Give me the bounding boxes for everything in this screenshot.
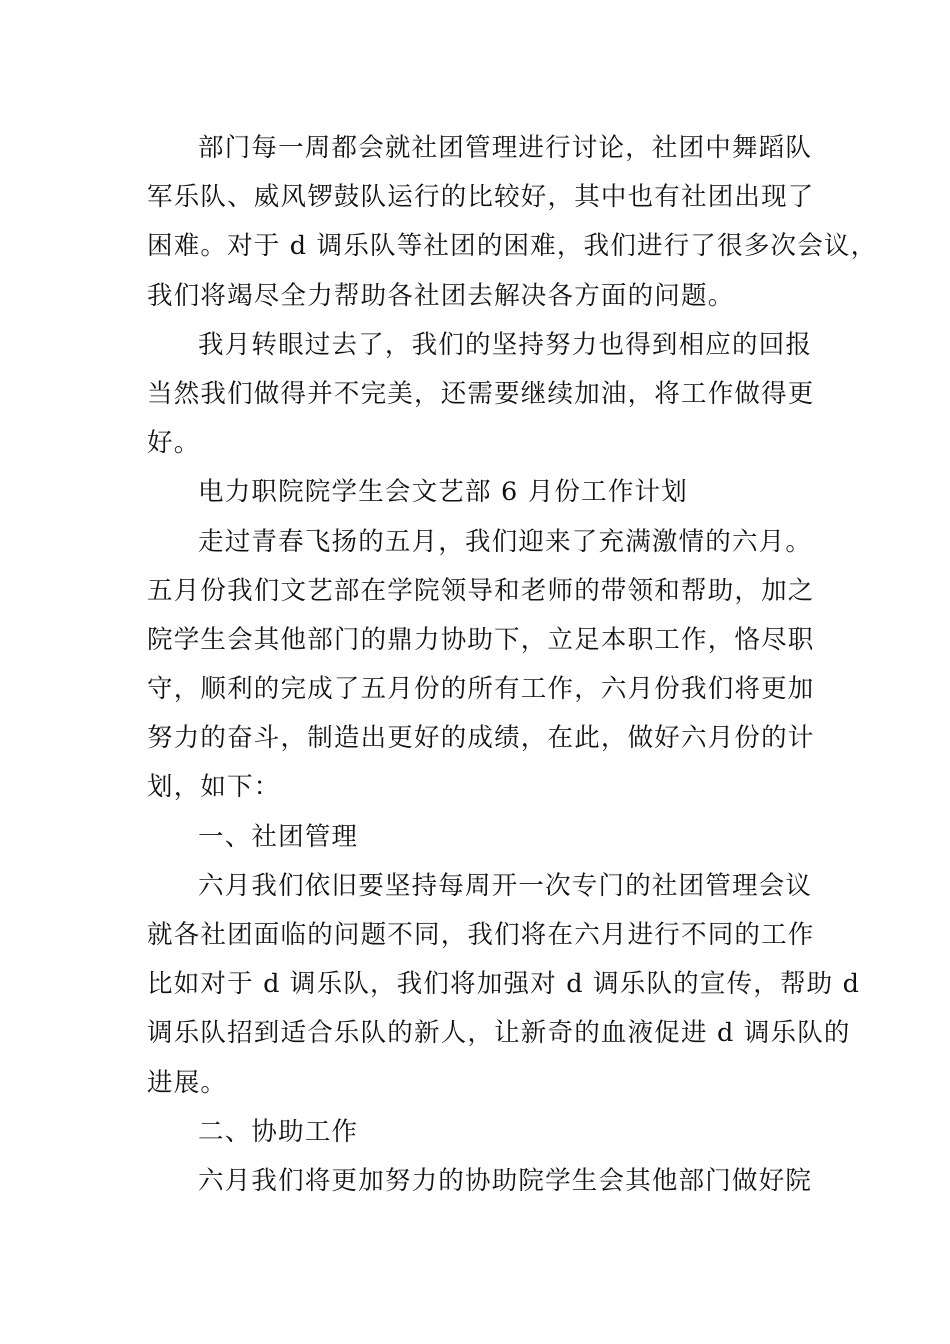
section-heading: 二、协助工作: [198, 1116, 359, 1147]
text-line: 我们将竭尽全力帮助各社团去解决各方面的问题。: [147, 280, 735, 311]
text-line: 困难。对于 d 调乐队等社团的困难，我们进行了很多次会议，: [147, 231, 878, 262]
paragraph-assist-work: [147, 1157, 827, 1206]
text-line: 进展。: [147, 1067, 228, 1098]
text-line: 五月份我们文艺部在学院领导和老师的带领和帮助，加之: [147, 575, 815, 606]
section-title: [147, 468, 827, 517]
heading-assist-work: [147, 1108, 827, 1157]
paragraph-club-discussion: [147, 124, 878, 321]
text-line: 当然我们做得并不完美，还需要继续加油，将工作做得更: [147, 378, 815, 409]
text-line: 调乐队招到适合乐队的新人，让新奇的血液促进 d 调乐队的: [147, 1018, 851, 1049]
text-line: 军乐队、威风锣鼓队运行的比较好，其中也有社团出现了: [147, 182, 815, 213]
text-line: 我月转眼过去了，我们的坚持努力也得到相应的回报: [198, 329, 813, 360]
paragraph-club-management: [147, 862, 861, 1108]
text-line: 六月我们将更加努力的协助院学生会其他部门做好院: [198, 1165, 813, 1196]
text-line: 就各社团面临的问题不同，我们将在六月进行不同的工作: [147, 920, 815, 950]
text-line: 部门每一周都会就社团管理进行讨论，社团中舞蹈队: [198, 133, 813, 163]
text-line: 好。: [147, 428, 201, 459]
heading-club-management: [147, 813, 827, 862]
section-heading: 一、社团管理: [198, 821, 359, 852]
text-line: 守，顺利的完成了五月份的所有工作，六月份我们将更加: [147, 674, 815, 705]
text-line: 划，如下：: [147, 772, 281, 803]
document-body: [147, 124, 878, 1206]
text-line: 院学生会其他部门的鼎力协助下，立足本职工作，恪尽职: [147, 624, 815, 655]
text-line: 比如对于 d 调乐队，我们将加强对 d 调乐队的宣传，帮助 d: [147, 969, 861, 1000]
text-line: 六月我们依旧要坚持每周开一次专门的社团管理会议: [198, 870, 813, 901]
paragraph-intro: [147, 518, 827, 813]
text-line: 走过青春飞扬的五月，我们迎来了充满激情的六月。: [198, 526, 813, 557]
plan-title: 电力职院院学生会文艺部 6 月份工作计划: [198, 477, 688, 508]
text-line: 努力的奋斗，制造出更好的成绩，在此，做好六月份的计: [147, 723, 815, 754]
paragraph-month-summary: [147, 321, 827, 469]
